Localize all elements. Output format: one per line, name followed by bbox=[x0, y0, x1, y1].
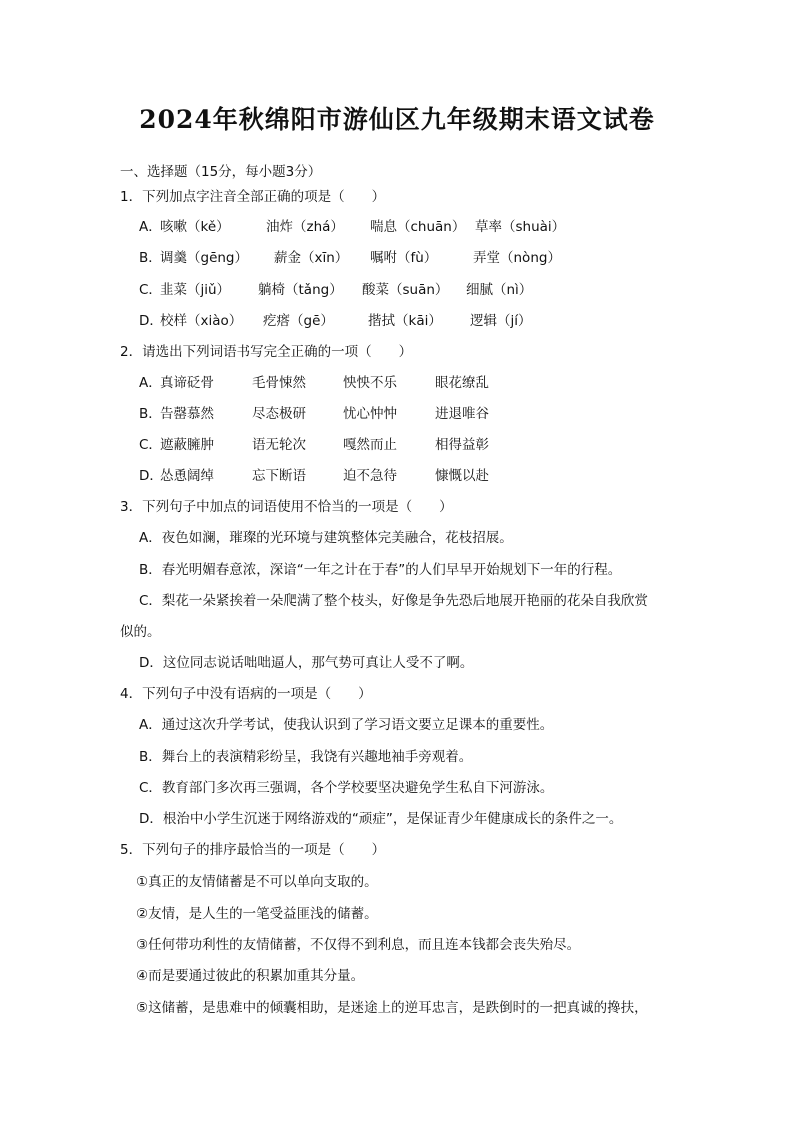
q1-item: 调羹（gēng） bbox=[160, 250, 249, 266]
q2-item: 慷慨以赴 bbox=[435, 468, 489, 484]
q2-item: 迫不急待 bbox=[343, 468, 397, 484]
q3-option-c-cont: 似的。 bbox=[120, 624, 161, 640]
q1-item: 喘息（chuān） bbox=[370, 219, 466, 235]
q2-item: 忧心忡忡 bbox=[343, 406, 397, 422]
q2-item: 嘎然而止 bbox=[343, 437, 397, 453]
q1-letter: B． bbox=[139, 250, 162, 266]
q1-letter: A． bbox=[139, 219, 162, 235]
q2-item: 怂恿阔绰 bbox=[160, 468, 214, 484]
q1-item: 弄堂（nòng） bbox=[473, 250, 561, 266]
q2-item: 进退唯谷 bbox=[435, 406, 489, 422]
q1-item: 校样（xiào） bbox=[160, 313, 243, 329]
q1-item: 逻辑（jí） bbox=[470, 313, 532, 329]
page-title: 2024年秋绵阳市游仙区九年级期末语文试卷 bbox=[139, 105, 655, 134]
q5-sentence-3: ③任何带功利性的友情储蓄，不仅得不到利息，而且连本钱都会丧失殆尽。 bbox=[136, 937, 581, 953]
q2-item: 毛骨悚然 bbox=[252, 375, 306, 391]
q2-item: 忘下断语 bbox=[252, 468, 306, 484]
q1-item: 躺椅（tǎng） bbox=[258, 282, 343, 298]
q2-letter: B． bbox=[139, 406, 162, 422]
q1-item: 疙瘩（gē） bbox=[263, 313, 334, 329]
q2-item: 眼花缭乱 bbox=[435, 375, 489, 391]
q5-stem: 5．下列句子的排序最恰当的一项是（ ） bbox=[120, 842, 386, 858]
section-heading: 一、选择题（15分，每小题3分） bbox=[120, 164, 322, 180]
q5-sentence-2: ②友情，是人生的一笔受益匪浅的储蓄。 bbox=[136, 906, 378, 922]
q2-item: 怏怏不乐 bbox=[343, 375, 397, 391]
q3-option-d: D．这位同志说话咄咄逼人，那气势可真让人受不了啊。 bbox=[139, 655, 474, 671]
q1-item: 草率（shuài） bbox=[475, 219, 566, 235]
q2-item: 遮蔽臃肿 bbox=[160, 437, 214, 453]
q4-stem: 4．下列句子中没有语病的一项是（ ） bbox=[120, 686, 372, 702]
q1-item: 油炸（zhá） bbox=[266, 219, 344, 235]
q5-sentence-4: ④而是要通过彼此的积累加重其分量。 bbox=[136, 968, 365, 984]
q4-option-d: D．根治中小学生沉迷于网络游戏的“顽症”，是保证青少年健康成长的条件之一。 bbox=[139, 811, 623, 827]
q5-sentence-1: ①真正的友情储蓄是不可以单向支取的。 bbox=[136, 874, 378, 890]
q4-option-b: B．舞台上的表演精彩纷呈，我饶有兴趣地袖手旁观着。 bbox=[139, 749, 473, 765]
q5-sentence-5: ⑤这储蓄，是患难中的倾囊相助，是迷途上的逆耳忠言，是跌倒时的一把真诚的搀扶， bbox=[136, 1000, 648, 1016]
q2-item: 告罄慕然 bbox=[160, 406, 214, 422]
q1-item: 韭菜（jiǔ） bbox=[160, 282, 231, 298]
q1-letter: D． bbox=[139, 313, 163, 329]
q1-stem: 1．下列加点字注音全部正确的项是（ ） bbox=[120, 189, 386, 205]
q4-option-c: C．教育部门多次再三强调，各个学校要坚决避免学生私自下河游泳。 bbox=[139, 780, 554, 796]
q1-item: 薪金（xīn） bbox=[274, 250, 349, 266]
q1-item: 酸菜（suān） bbox=[362, 282, 449, 298]
q3-stem: 3．下列句子中加点的词语使用不恰当的一项是（ ） bbox=[120, 499, 453, 515]
q2-item: 语无轮次 bbox=[252, 437, 306, 453]
q1-item: 咳嗽（kě） bbox=[160, 219, 230, 235]
q3-option-c: C．梨花一朵紧挨着一朵爬满了整个枝头，好像是争先恐后地展开艳丽的花朵自我欣赏 bbox=[139, 593, 648, 609]
q1-letter: C． bbox=[139, 282, 162, 298]
q2-letter: D． bbox=[139, 468, 163, 484]
q3-option-a: A．夜色如澜，璀璨的光环境与建筑整体完美融合，花枝招展。 bbox=[139, 530, 513, 546]
q3-option-b: B．春光明媚春意浓，深谙“一年之计在于春”的人们早早开始规划下一年的行程。 bbox=[139, 562, 622, 578]
q1-item: 细腻（nì） bbox=[466, 282, 533, 298]
q2-item: 真谛砭骨 bbox=[160, 375, 214, 391]
q2-item: 尽态极研 bbox=[252, 406, 306, 422]
q2-stem: 2．请选出下列词语书写完全正确的一项（ ） bbox=[120, 344, 413, 360]
q2-letter: C． bbox=[139, 437, 162, 453]
q2-item: 相得益彰 bbox=[435, 437, 489, 453]
q1-item: 揩拭（kāi） bbox=[368, 313, 442, 329]
q4-option-a: A．通过这次升学考试，使我认识到了学习语文要立足课本的重要性。 bbox=[139, 717, 554, 733]
q1-item: 嘱咐（fù） bbox=[370, 250, 438, 266]
q2-letter: A． bbox=[139, 375, 162, 391]
